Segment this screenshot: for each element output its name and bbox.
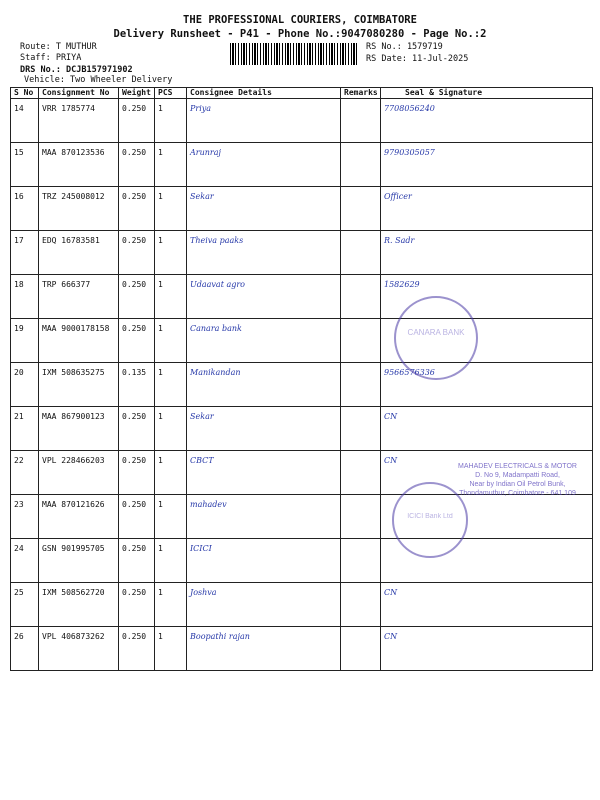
cell-pcs: 1: [155, 539, 187, 583]
cell-remarks: [341, 187, 381, 231]
cell-consignee: Boopathi rajan: [187, 627, 341, 671]
cell-weight: 0.250: [119, 275, 155, 319]
icici-stamp-text: ICICI Bank Ltd: [407, 513, 453, 520]
runsheet-subtitle: Delivery Runsheet - P41 - Phone No.:9047080280 - Page No.:2: [113, 28, 487, 40]
cell-pcs: 1: [155, 187, 187, 231]
cell-signature: 9566576336: [381, 363, 593, 407]
table-row: [11, 319, 593, 363]
cell-pcs: 1: [155, 627, 187, 671]
cell-consignment: IXM 508635275: [39, 363, 119, 407]
cell-pcs: 1: [155, 231, 187, 275]
cell-weight: 0.135: [119, 363, 155, 407]
vehicle-label: Vehicle: Two Wheeler Delivery: [24, 75, 173, 85]
cell-consignment: VPL 228466203: [39, 451, 119, 495]
cell-sno: 15: [11, 143, 39, 187]
cell-pcs: 1: [155, 319, 187, 363]
cell-sno: 19: [11, 319, 39, 363]
seal-line-4: Thondamuthur, Coimbatore - 641 109: [459, 490, 576, 497]
cell-signature: Officer: [381, 187, 593, 231]
seal-line-3: Near by Indian Oil Petrol Bunk,: [469, 481, 566, 488]
cell-consignment: TRP 666377: [39, 275, 119, 319]
cell-consignee: Theiva paaks: [187, 231, 341, 275]
cell-signature: CN: [381, 407, 593, 451]
cell-consignment: MAA 870121626: [39, 495, 119, 539]
cell-consignee: Udaavat agro: [187, 275, 341, 319]
cell-pcs: 1: [155, 275, 187, 319]
canara-bank-stamp: [394, 296, 478, 380]
cell-weight: 0.250: [119, 495, 155, 539]
cell-pcs: 1: [155, 495, 187, 539]
table-header-row: [11, 88, 593, 99]
cell-weight: 0.250: [119, 451, 155, 495]
cell-weight: 0.250: [119, 187, 155, 231]
cell-consignment: EDQ 16783581: [39, 231, 119, 275]
cell-signature: CN: [381, 583, 593, 627]
seal-line-2: D. No 9, Madampatti Road,: [475, 472, 560, 479]
cell-signature: CN: [381, 451, 593, 495]
table-row: [11, 143, 593, 187]
cell-sno: 21: [11, 407, 39, 451]
cell-consignment: TRZ 245008012: [39, 187, 119, 231]
drs-number: DRS No.: DCJB157971902: [20, 65, 133, 75]
cell-weight: 0.250: [119, 407, 155, 451]
canara-stamp-text: CANARA BANK: [407, 328, 465, 337]
table-row: [11, 583, 593, 627]
cell-pcs: 1: [155, 363, 187, 407]
col-seal: Seal & Signature: [381, 88, 593, 99]
col-consignee: Consignee Details: [187, 88, 341, 99]
cell-consignment: MAA 870123536: [39, 143, 119, 187]
cell-signature: 7708056240: [381, 99, 593, 143]
table-row: [11, 627, 593, 671]
rs-date: RS Date: 11-Jul-2025: [366, 54, 469, 64]
col-sno: S No: [11, 88, 39, 99]
col-pcs: PCS: [155, 88, 187, 99]
cell-remarks: [341, 275, 381, 319]
cell-weight: 0.250: [119, 319, 155, 363]
cell-sno: 18: [11, 275, 39, 319]
cell-consignment: MAA 9000178158: [39, 319, 119, 363]
staff-label: Staff: PRIYA: [20, 53, 82, 63]
table-row: [11, 363, 593, 407]
cell-consignee: Manikandan: [187, 363, 341, 407]
cell-sno: 17: [11, 231, 39, 275]
col-consignment: Consignment No: [39, 88, 119, 99]
cell-consignee: CBCT: [187, 451, 341, 495]
cell-pcs: 1: [155, 583, 187, 627]
cell-pcs: 1: [155, 99, 187, 143]
cell-sno: 23: [11, 495, 39, 539]
cell-signature: CN: [381, 627, 593, 671]
cell-pcs: 1: [155, 143, 187, 187]
cell-remarks: [341, 495, 381, 539]
table-row: [11, 407, 593, 451]
cell-consignee: Arunraj: [187, 143, 341, 187]
cell-remarks: [341, 451, 381, 495]
cell-sno: 20: [11, 363, 39, 407]
cell-weight: 0.250: [119, 583, 155, 627]
cell-remarks: [341, 231, 381, 275]
runsheet-table: [10, 87, 593, 671]
cell-remarks: [341, 363, 381, 407]
cell-consignee: ICICI: [187, 539, 341, 583]
cell-consignee: Canara bank: [187, 319, 341, 363]
cell-remarks: [341, 143, 381, 187]
cell-pcs: 1: [155, 407, 187, 451]
cell-sno: 16: [11, 187, 39, 231]
col-remarks: Remarks: [341, 88, 381, 99]
table-row: [11, 187, 593, 231]
cell-consignment: MAA 867900123: [39, 407, 119, 451]
cell-weight: 0.250: [119, 143, 155, 187]
cell-signature: 1582629: [381, 275, 593, 319]
seal-line-1: MAHADEV ELECTRICALS & MOTOR: [458, 463, 577, 470]
cell-remarks: [341, 407, 381, 451]
cell-consignee: Priya: [187, 99, 341, 143]
cell-sno: 24: [11, 539, 39, 583]
cell-consignee: mahadev: [187, 495, 341, 539]
cell-remarks: [341, 319, 381, 363]
cell-remarks: [341, 99, 381, 143]
cell-consignee: Sekar: [187, 187, 341, 231]
table-row: [11, 539, 593, 583]
cell-weight: 0.250: [119, 99, 155, 143]
company-title: THE PROFESSIONAL COURIERS, COIMBATORE: [183, 14, 417, 26]
cell-weight: 0.250: [119, 539, 155, 583]
cell-consignment: GSN 901995705: [39, 539, 119, 583]
cell-sno: 25: [11, 583, 39, 627]
cell-consignment: VPL 406873262: [39, 627, 119, 671]
cell-weight: 0.250: [119, 231, 155, 275]
col-weight: Weight: [119, 88, 155, 99]
table-row: [11, 275, 593, 319]
table-row: [11, 495, 593, 539]
table-row: [11, 231, 593, 275]
cell-sno: 22: [11, 451, 39, 495]
cell-remarks: [341, 583, 381, 627]
cell-remarks: [341, 627, 381, 671]
cell-sno: 26: [11, 627, 39, 671]
route-label: Route: T MUTHUR: [20, 42, 97, 52]
mahadev-seal: [430, 462, 600, 498]
cell-pcs: 1: [155, 451, 187, 495]
barcode: [230, 43, 358, 65]
table-row: [11, 99, 593, 143]
cell-consignment: VRR 1785774: [39, 99, 119, 143]
cell-remarks: [341, 539, 381, 583]
rs-number: RS No.: 1579719: [366, 42, 443, 52]
cell-consignee: Sekar: [187, 407, 341, 451]
cell-sno: 14: [11, 99, 39, 143]
cell-consignee: Joshva: [187, 583, 341, 627]
cell-signature: 9790305057: [381, 143, 593, 187]
cell-consignment: IXM 508562720: [39, 583, 119, 627]
cell-signature: R. Sadr: [381, 231, 593, 275]
cell-weight: 0.250: [119, 627, 155, 671]
